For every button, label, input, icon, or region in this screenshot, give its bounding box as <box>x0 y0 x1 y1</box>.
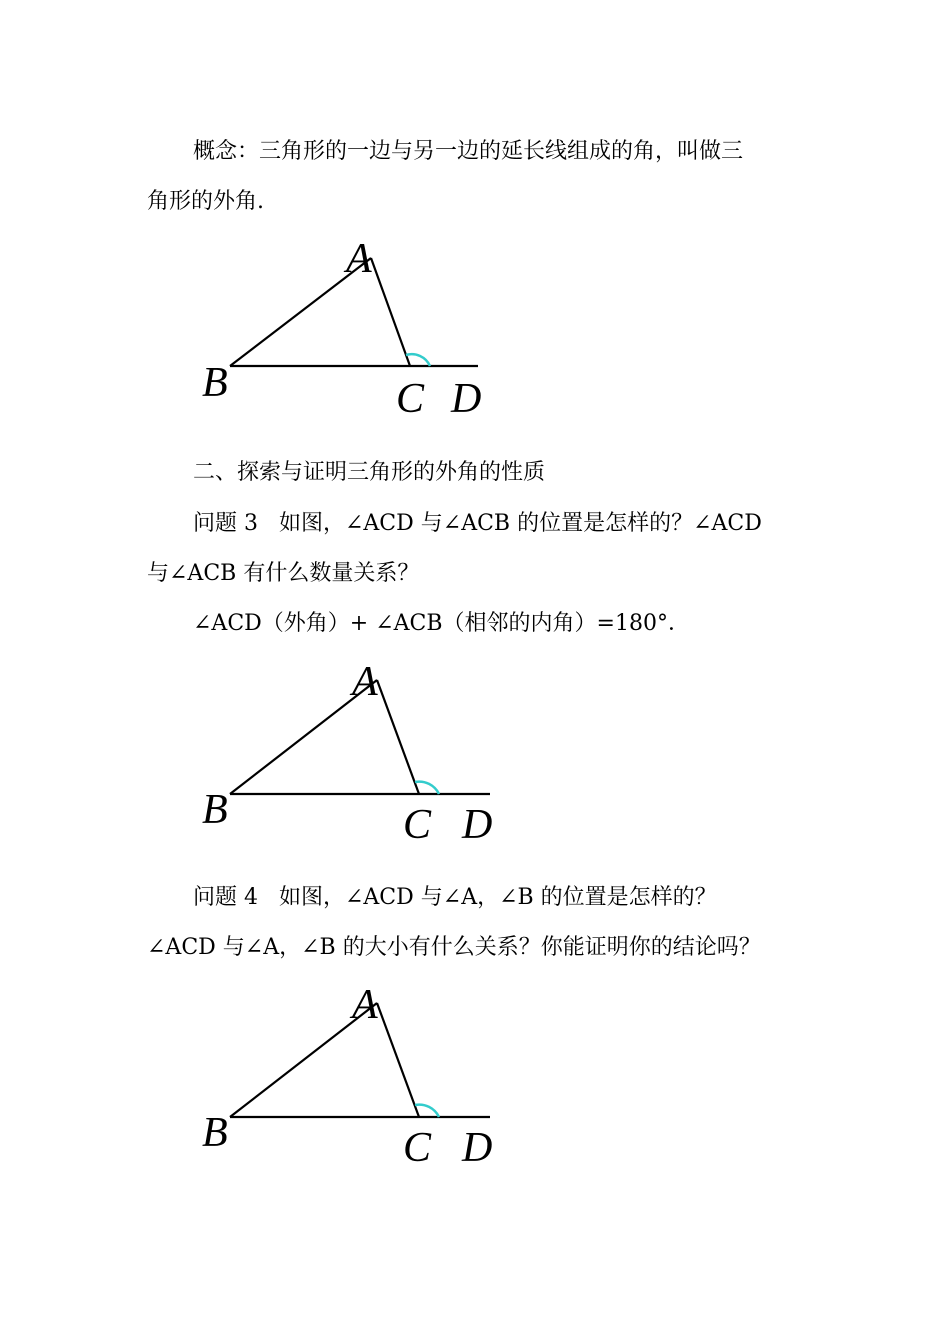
question-4-line-2: ∠ACD 与∠A，∠B 的大小有什么关系？你能证明你的结论吗？ <box>147 935 761 960</box>
vertex-label-c: C <box>396 376 425 422</box>
section-heading: 二、探索与证明三角形的外角的性质 <box>193 460 546 485</box>
vertex-label-c: C <box>403 802 432 848</box>
vertex-label-d: D <box>462 802 493 848</box>
triangle-figure-1 <box>0 235 950 422</box>
vertex-label-c: C <box>403 1125 432 1171</box>
vertex-label-d: D <box>462 1125 493 1171</box>
vertex-label-d: D <box>451 376 482 422</box>
vertex-label-b: B <box>202 360 228 406</box>
question-3-line-1: 问题 3 如图，∠ACD 与∠ACB 的位置是怎样的？∠ACD <box>193 511 762 536</box>
concept-line-1: 概念：三角形的一边与另一边的延长线组成的角，叫做三 <box>193 139 744 164</box>
answer-line: ∠ACD（外角）+ ∠ACB（相邻的内角）=180°． <box>193 611 690 636</box>
question-4-line-1: 问题 4 如图，∠ACD 与∠A，∠B 的位置是怎样的？ <box>193 885 717 910</box>
triangle-figure-2 <box>0 655 950 848</box>
vertex-label-a: A <box>352 982 378 1028</box>
triangle-figure-3 <box>0 978 950 1171</box>
vertex-label-a: A <box>352 659 378 705</box>
concept-line-2: 角形的外角. <box>147 189 264 214</box>
question-3-line-2: 与∠ACB 有什么数量关系？ <box>147 561 420 586</box>
vertex-label-b: B <box>202 787 228 833</box>
vertex-label-b: B <box>202 1110 228 1156</box>
vertex-label-a: A <box>346 236 372 282</box>
